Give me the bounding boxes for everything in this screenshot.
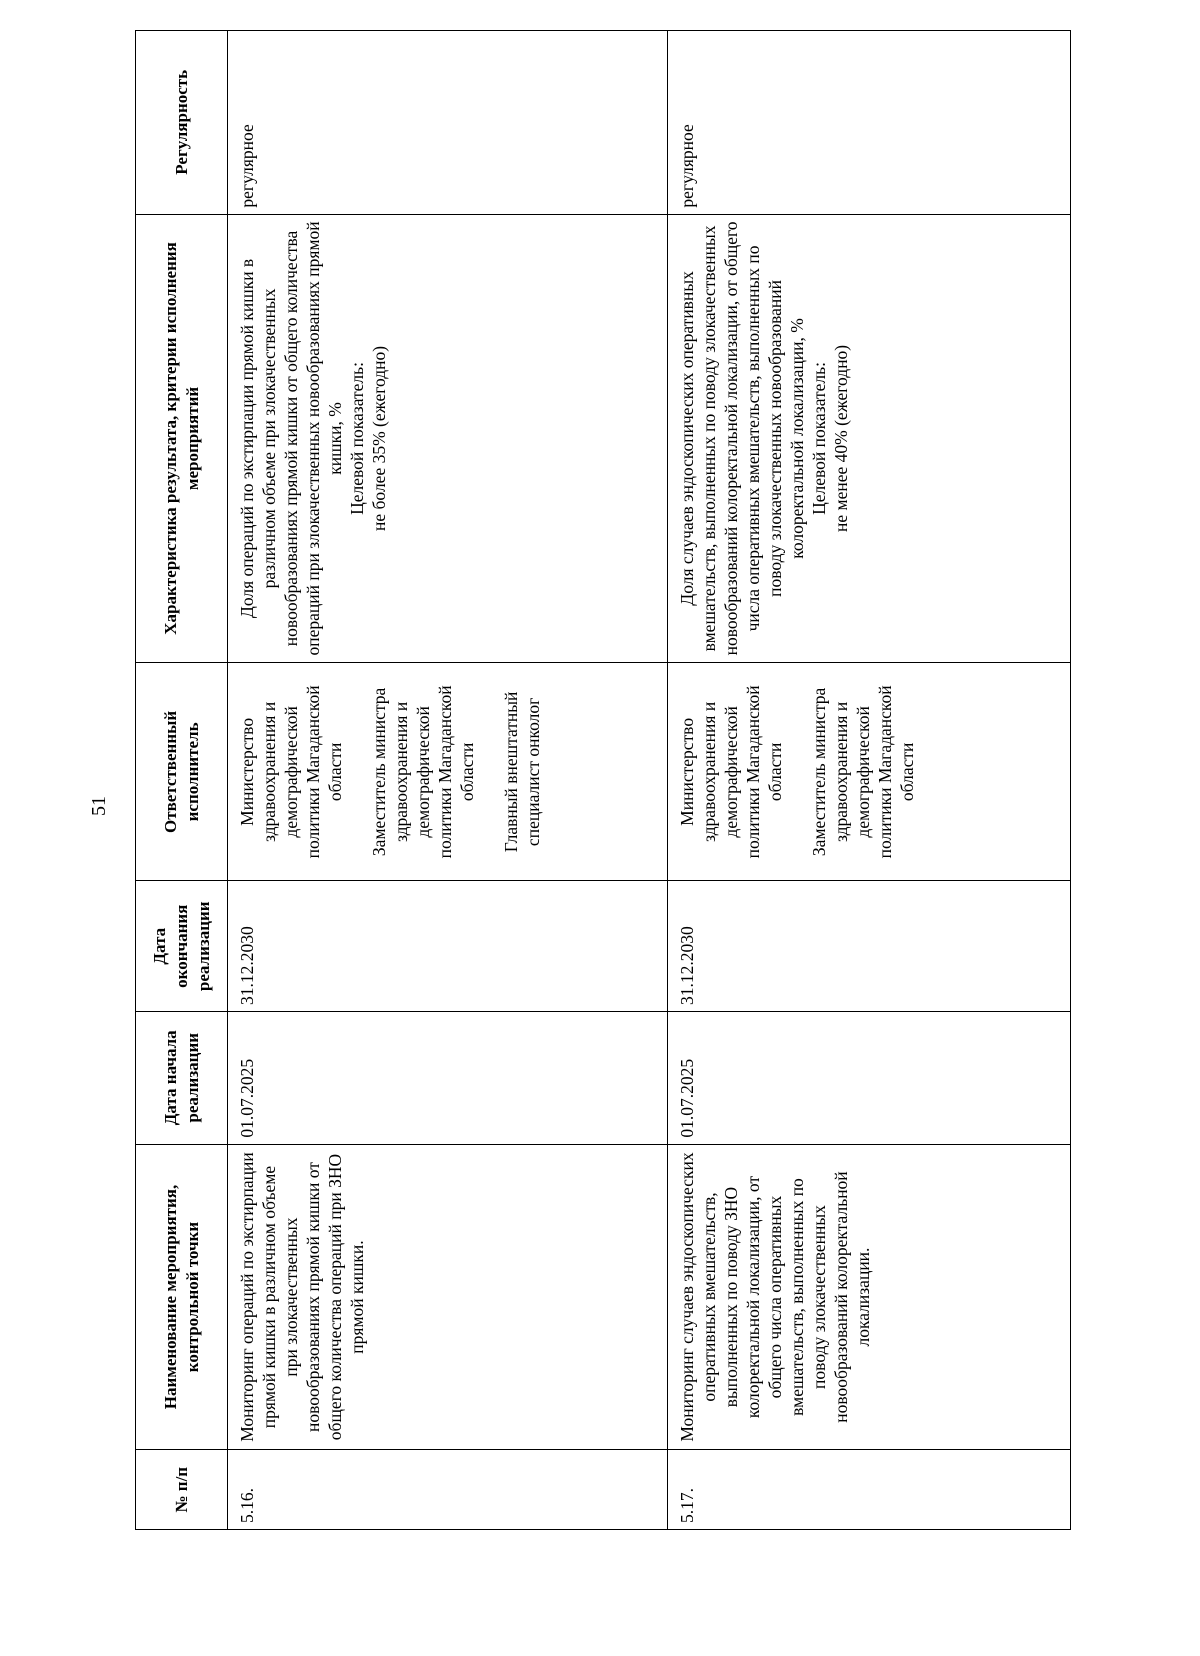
- row-regularity: регулярное: [228, 31, 668, 215]
- header-start: Дата начала реализации: [136, 1012, 228, 1145]
- row-responsible: Министерство здравоохранения и демографической политики Магаданской области Заместитель министра здравоохранения и демографической политики Магаданской области: [668, 663, 1071, 881]
- page-number: 51: [88, 796, 110, 816]
- row-regularity: регулярное: [668, 31, 1071, 215]
- table-row: [668, 31, 1071, 1530]
- row-end: 31.12.2030: [228, 881, 668, 1012]
- header-responsible: Ответственный исполнитель: [136, 663, 228, 881]
- table-row: [228, 31, 668, 1530]
- row-start: 01.07.2025: [668, 1012, 1071, 1145]
- row-characteristic: Доля случаев эндоскопических оперативных вмешательств, выполненных по поводу злокачественных новообразований колоректальной локализации, от общего числа оперативных вмешательств, выполненных по поводу злокачественных новообразований колоректальной локализации, % Целевой показатель: не менее 40% (ежегодно): [668, 214, 1071, 663]
- row-num: 5.17.: [668, 1450, 1071, 1530]
- table-header-row: [136, 31, 228, 1530]
- header-end: Дата окончания реализации: [136, 881, 228, 1012]
- row-characteristic: Доля операций по экстирпации прямой кишки в различном объеме при злокачественных новообразованиях прямой кишки от общего количества операций при злокачественных новообразованиях прямой кишки, % Целевой показатель: не более 35% (ежегодно): [228, 214, 668, 663]
- measures-table: [135, 30, 1071, 1530]
- row-end: 31.12.2030: [668, 881, 1071, 1012]
- row-start: 01.07.2025: [228, 1012, 668, 1145]
- row-num: 5.16.: [228, 1450, 668, 1530]
- row-responsible: Министерство здравоохранения и демографической политики Магаданской области Заместитель министра здравоохранения и демографической политики Магаданской области Главный внештатный специалист онколог: [228, 663, 668, 881]
- rotated-table-container: [135, 30, 1071, 1530]
- row-name: Мониторинг случаев эндоскопических оперативных вмешательств, выполненных по поводу ЗНО колоректальной локализации, от общего числа оперативных вмешательств, выполненных по поводу злокачественных новообразований колоректальной локализации.: [668, 1144, 1071, 1450]
- row-name: Мониторинг операций по экстирпации прямой кишки в различном объеме при злокачественных новообразованиях прямой кишки от общего количества операций при ЗНО прямой кишки.: [228, 1144, 668, 1450]
- header-name: Наименование мероприятия, контрольной точки: [136, 1144, 228, 1450]
- header-regularity: Регулярность: [136, 31, 228, 215]
- header-characteristic: Характеристика результата, критерии исполнения мероприятий: [136, 214, 228, 663]
- header-num: № п/п: [136, 1450, 228, 1530]
